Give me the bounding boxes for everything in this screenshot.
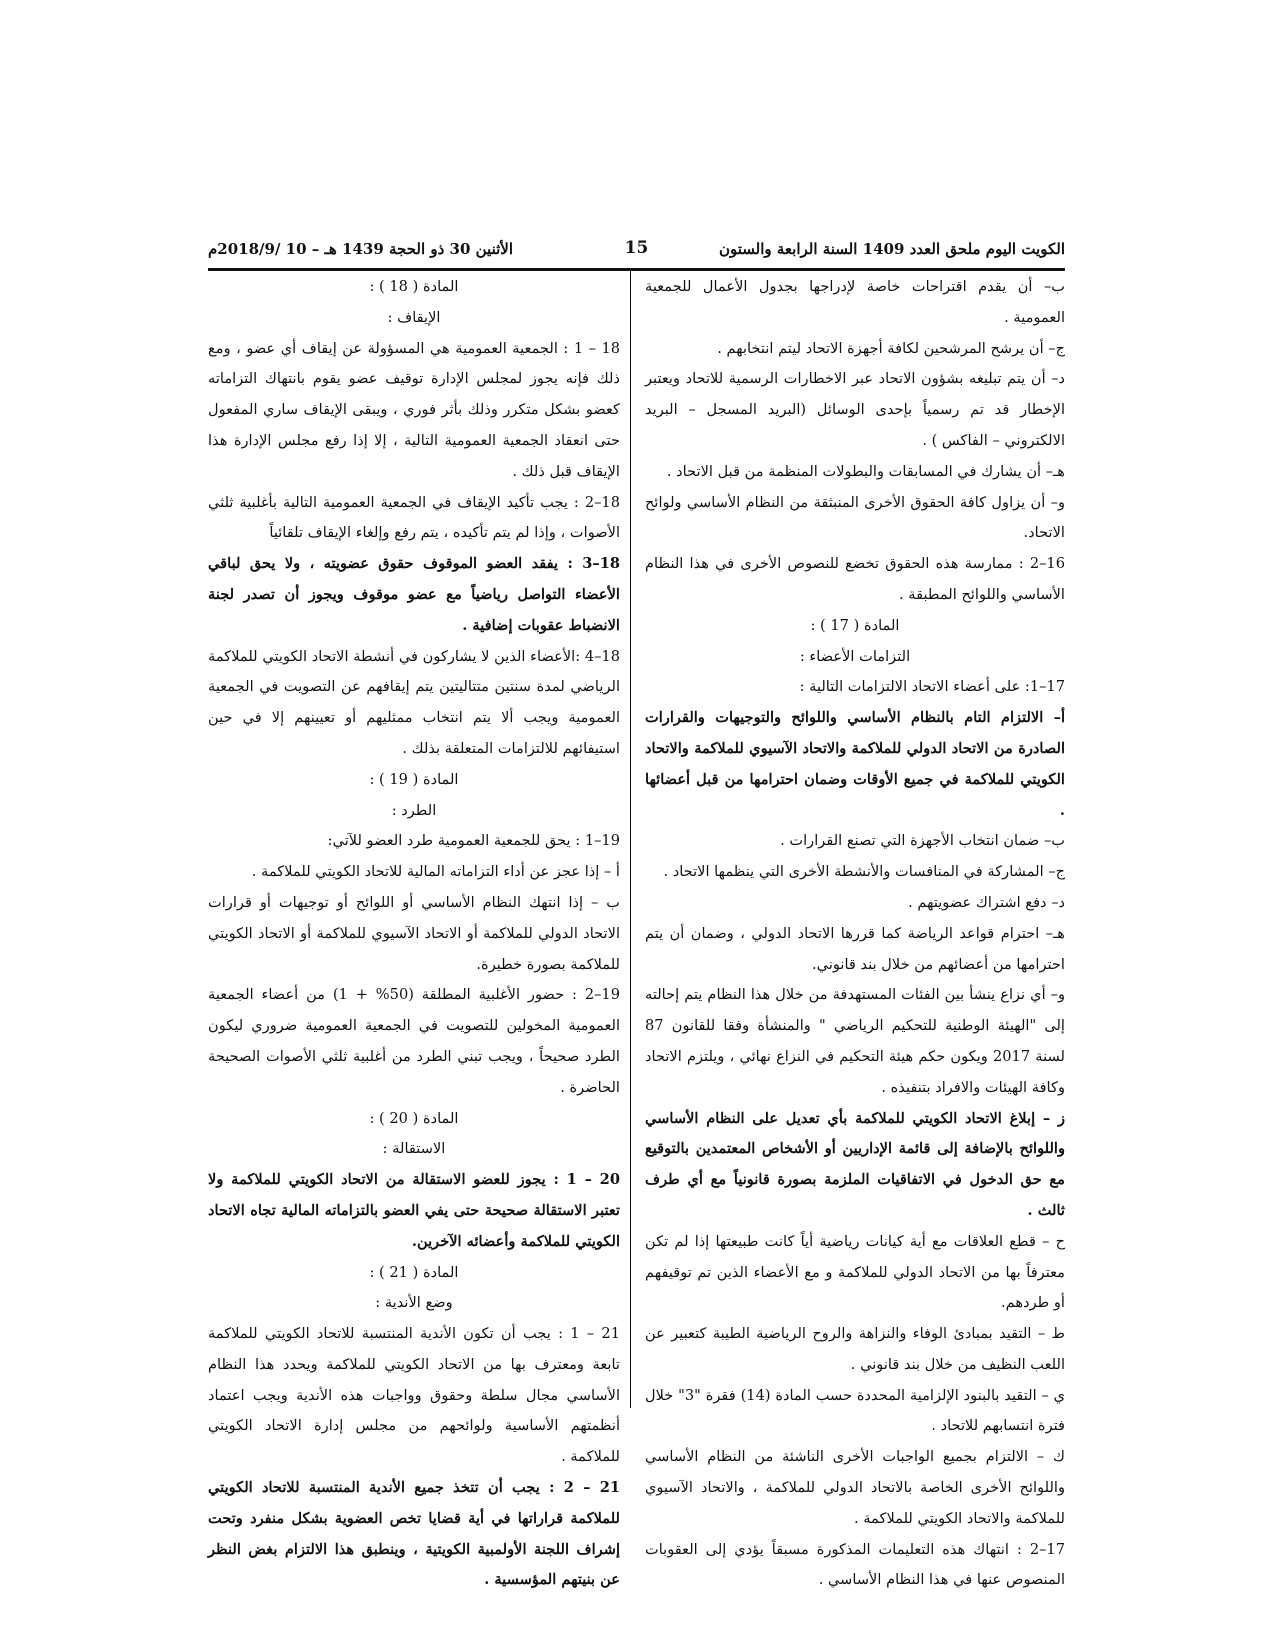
section-heading: الإيقاف : [387, 308, 441, 326]
paragraph: ز – إبلاغ الاتحاد الكويتي للملاكمة بأي تعديل على النظام الأساسي واللوائح بالإضافة إلى قائمة الإداريين أو الأشخاص المعتمدين بالتوقيع مع حق الدخول في الاتفاقيات الملزمة بصورة قانونياً مع أي طرف ثالث . [645, 1109, 1065, 1219]
section-heading: الاستقالة : [382, 1140, 446, 1158]
section-heading: وضع الأندية : [375, 1294, 453, 1312]
paragraph: 20 – 1 : يجوز للعضو الاستقالة من الاتحاد الكويتي للملاكمة ولا تعتبر الاستقالة صحيحة حتى يفي العضو بالتزاماته المالية تجاه الاتحاد الكويتي للملاكمة وأعضائه الآخرين. [208, 1171, 620, 1250]
paragraph: 16–2 : ممارسة هذه الحقوق تخضع للنصوص الأخرى في هذا النظام الأساسي واللوائح المطبقة . [645, 555, 1065, 603]
paragraph: ح – قطع العلاقات مع أية كيانات رياضية أياً كانت طبيعتها إذا لم تكن معترفاً بها من الاتحاد الدولي للملاكمة و مع الأعضاء الذين تم توقيفهم أو طردهم. [645, 1232, 1065, 1312]
paragraph: 18 – 1 : الجمعية العمومية هي المسؤولة عن إيقاف أي عضو ، ومع ذلك فإنه يجوز لمجلس الإدارة توقيف عضو يقوم بانتهاك التزاماته كعضو بشكل متكرر وذلك بأثر فوري ، ويبقى الإيقاف ساري المفعول حتى انعقاد الجمعية العمومية التالية ، إلا إذا رفع مجلس الإدارة هذا الإيقاف قبل ذلك . [208, 339, 621, 480]
section-heading: المادة ( 17 ) : [810, 616, 900, 634]
paragraph: هـ– احترام قواعد الرياضة كما قررها الاتحاد الدولي ، وضمان أن يتم احترامها من أعضائهم من خلال بند قانوني. [645, 924, 1065, 973]
paragraph: 18–4 :الأعضاء الذين لا يشاركون في أنشطة الاتحاد الكويتي للملاكمة الرياضي لمدة سنتين متتاليتين يتم إيقافهم عن التصويت في الجمعية العمومية ويجب ألا يتم انتخاب ممثليهم أو تعيينهم إلا في حين استيفائهم للالتزامات المتعلقة بذلك . [208, 647, 620, 757]
section-heading: المادة ( 18 ) : [369, 278, 459, 295]
paragraph: ج– أن يرشح المرشحين لكافة أجهزة الاتحاد ليتم انتخابهم . [717, 339, 1065, 357]
page-header [208, 238, 1065, 271]
paragraph: و– أي نزاع ينشأ بين الفئات المستهدفة من خلال هذا النظام يتم إحالته إلى "الهيئة الوطنية للتحكيم الرياضي " والمنشأة وفقا للقانون 87 لسنة 2017 ويكون حكم هيئة التحكيم في النزاع نهائي ، ويلتزم الاتحاد وكافة الهيئات والافراد بتنفيذه . [645, 986, 1065, 1096]
section-heading: المادة ( 19 ) : [369, 770, 459, 788]
paragraph: و– أن يزاول كافة الحقوق الأخرى المنبثقة من النظام الأساسي ولوائح الاتحاد. [645, 493, 1065, 542]
section-heading: الطرد : [391, 801, 437, 819]
paragraph: 18–3 : يفقد العضو الموقوف حقوق عضويته ، ولا يحق لباقي الأعضاء التواصل رياضياً مع عضو موقوف ويجوز أن تصدر لجنة الانضباط عقوبات إضافية . [208, 555, 620, 634]
paragraph: 19–2 : حضور الأغلبية المطلقة (50% + 1) من أعضاء الجمعية العمومية المخولين للتصويت في الجمعية العمومية ضروري ليكون الطرد صحيحاً ، ويجب تبني الطرد من أغلبية ثلثي الأصوات الصحيحة الحاضرة . [208, 986, 620, 1096]
section-heading: المادة ( 21 ) : [369, 1263, 459, 1281]
paragraph: 17–1: على أعضاء الاتحاد الالتزامات التالية : [799, 678, 1065, 696]
section-heading: المادة ( 20 ) : [369, 1109, 459, 1127]
column-divider [630, 268, 631, 1408]
paragraph: ي – التقيد بالبنود الإلزامية المحددة حسب المادة (14) فقرة "3" خلال فترة انتسابهم للاتحاد . [645, 1386, 1066, 1435]
paragraph: ب– ضمان انتخاب الأجهزة التي تصنع القرارات . [780, 832, 1065, 850]
paragraph: ك – الالتزام بجميع الواجبات الأخرى الناشئة من النظام الأساسي واللوائح الأخرى الخاصة بالاتحاد الدولي للملاكمة ، والاتحاد الآسيوي للملاكمة والاتحاد الكويتي للملاكمة . [645, 1448, 1065, 1527]
paragraph: ط – التقيد بمبادئ الوفاء والنزاهة والروح الرياضية الطيبة كتعبير عن اللعب النظيف من خلال بند قانوني . [645, 1325, 1065, 1373]
right-column [645, 272, 1065, 1596]
paragraph: د– أن يتم تبليغه بشؤون الاتحاد عبر الاخطارات الرسمية للاتحاد ويعتبر الإخطار قد تم رسمياً بإحدى الوسائل (البريد المسجل – البريد الالكتروني – الفاكس ) . [645, 370, 1065, 449]
paragraph: 19–1 : يحق للجمعية العمومية طرد العضو للآتي: [327, 832, 620, 850]
section-heading: التزامات الأعضاء : [799, 647, 911, 665]
paragraph: أ– الالتزام التام بالنظام الأساسي واللوائح والتوجيهات والقرارات الصادرة من الاتحاد الدولي للملاكمة والاتحاد الآسيوي للملاكمة والاتحاد الكويتي للملاكمة في جميع الأوقات وضمان احترامها من قبل أعضائها . [645, 709, 1065, 819]
paragraph: 18–2 : يجب تأكيد الإيقاف في الجمعية العمومية التالية بأغلبية ثلثي الأصوات ، وإذا لم يتم تأكيده ، يتم رفع وإلغاء الإيقاف تلقائياً [208, 493, 620, 542]
paragraph: 21 – 1 : يجب أن تكون الأندية المنتسبة للاتحاد الكويتي للملاكمة تابعة ومعترف بها من الاتحاد الكويتي للملاكمة ويحدد هذا النظام الأساسي مجال سلطة وحقوق وواجبات هذه الأندية ويجب اعتماد أنظمتهم الأساسية ولوائحهم من مجلس إدارة الاتحاد الكويتي للملاكمة . [208, 1325, 620, 1466]
paragraph: ج– المشاركة في المنافسات والأنشطة الأخرى التي ينظمها الاتحاد . [663, 863, 1065, 881]
page-number: 15 [624, 238, 649, 258]
paragraph: 17–2 : انتهاك هذه التعليمات المذكورة مسبقاً يؤدي إلى العقوبات المنصوص عنها في هذا النظام الأساسي . [645, 1540, 1065, 1589]
paragraph: هـ– أن يشارك في المسابقات والبطولات المنظمة من قبل الاتحاد . [666, 462, 1065, 480]
paragraph: أ – إذا عجز عن أداء التزاماته المالية للاتحاد الكويتي للملاكمة . [251, 863, 620, 881]
paragraph: د– دفع اشتراك عضويتهم . [908, 893, 1065, 911]
paragraph: 21 – 2 : يجب أن تتخذ جميع الأندية المنتسبة للاتحاد الكويتي للملاكمة قراراتها في أية قضايا تخص العضوية بشكل منفرد وتحت إشراف اللجنة الأولمبية الكويتية ، وينطبق هذا الالتزام بغض النظر عن بنيتهم المؤسسية . [208, 1479, 620, 1589]
paragraph: ب– أن يقدم اقتراحات خاصة لإدراجها بجدول الأعمال للجمعية العمومية . [645, 278, 1065, 326]
publication-info: الكويت اليوم ملحق العدد 1409 السنة الرابعة والستون [719, 240, 1065, 258]
left-column [208, 272, 620, 1596]
issue-date: الأثنين 30 ذو الحجة 1439 هـ – 10 /2018/9م [208, 240, 513, 258]
paragraph: ب – إذا انتهك النظام الأساسي أو اللوائح أو توجيهات أو قرارات الاتحاد الدولي للملاكمة أو الاتحاد الآسيوي للملاكمة أو الاتحاد الكويتي للملاكمة بصورة خطيرة. [208, 893, 620, 973]
